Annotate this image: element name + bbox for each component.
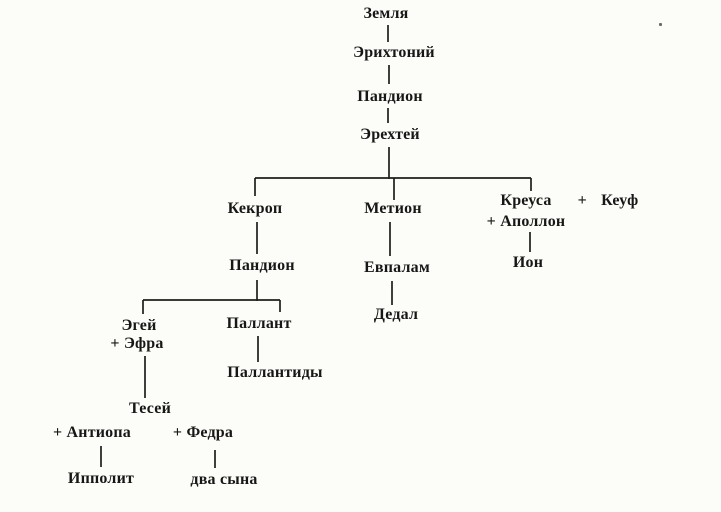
node-kreusa: Креуса (500, 192, 552, 209)
scan-speck (659, 23, 662, 26)
node-pandion2: Пандион (229, 257, 295, 274)
node-pallantidy: Паллантиды (227, 364, 323, 381)
node-ion: Ион (512, 254, 544, 271)
node-metion: Метион (364, 200, 422, 217)
node-zemlya: Земля (363, 5, 409, 22)
node-dva-syna: два сына (190, 471, 258, 488)
node-fedra-spouse: + Федра (172, 424, 234, 441)
node-egey: Эгей (121, 317, 157, 334)
node-pandion1: Пандион (357, 88, 423, 105)
node-apollon-spouse: + Аполлон (486, 213, 566, 230)
node-dedal: Дедал (373, 306, 419, 323)
node-ippolit: Ипполит (67, 470, 135, 487)
node-tesey: Тесей (129, 400, 171, 417)
node-keuf-spouse: + Кеуф (577, 192, 639, 209)
node-kekrop: Кекроп (227, 200, 283, 217)
node-evpalam: Евпалам (364, 259, 430, 276)
node-erekhtey: Эрехтей (360, 126, 420, 143)
node-antiopa-spouse: + Антиопа (53, 424, 131, 441)
node-erikhtoniy: Эрихтоний (353, 44, 435, 61)
node-efra-spouse: + Эфра (110, 335, 164, 352)
node-pallant: Паллант (226, 315, 292, 332)
